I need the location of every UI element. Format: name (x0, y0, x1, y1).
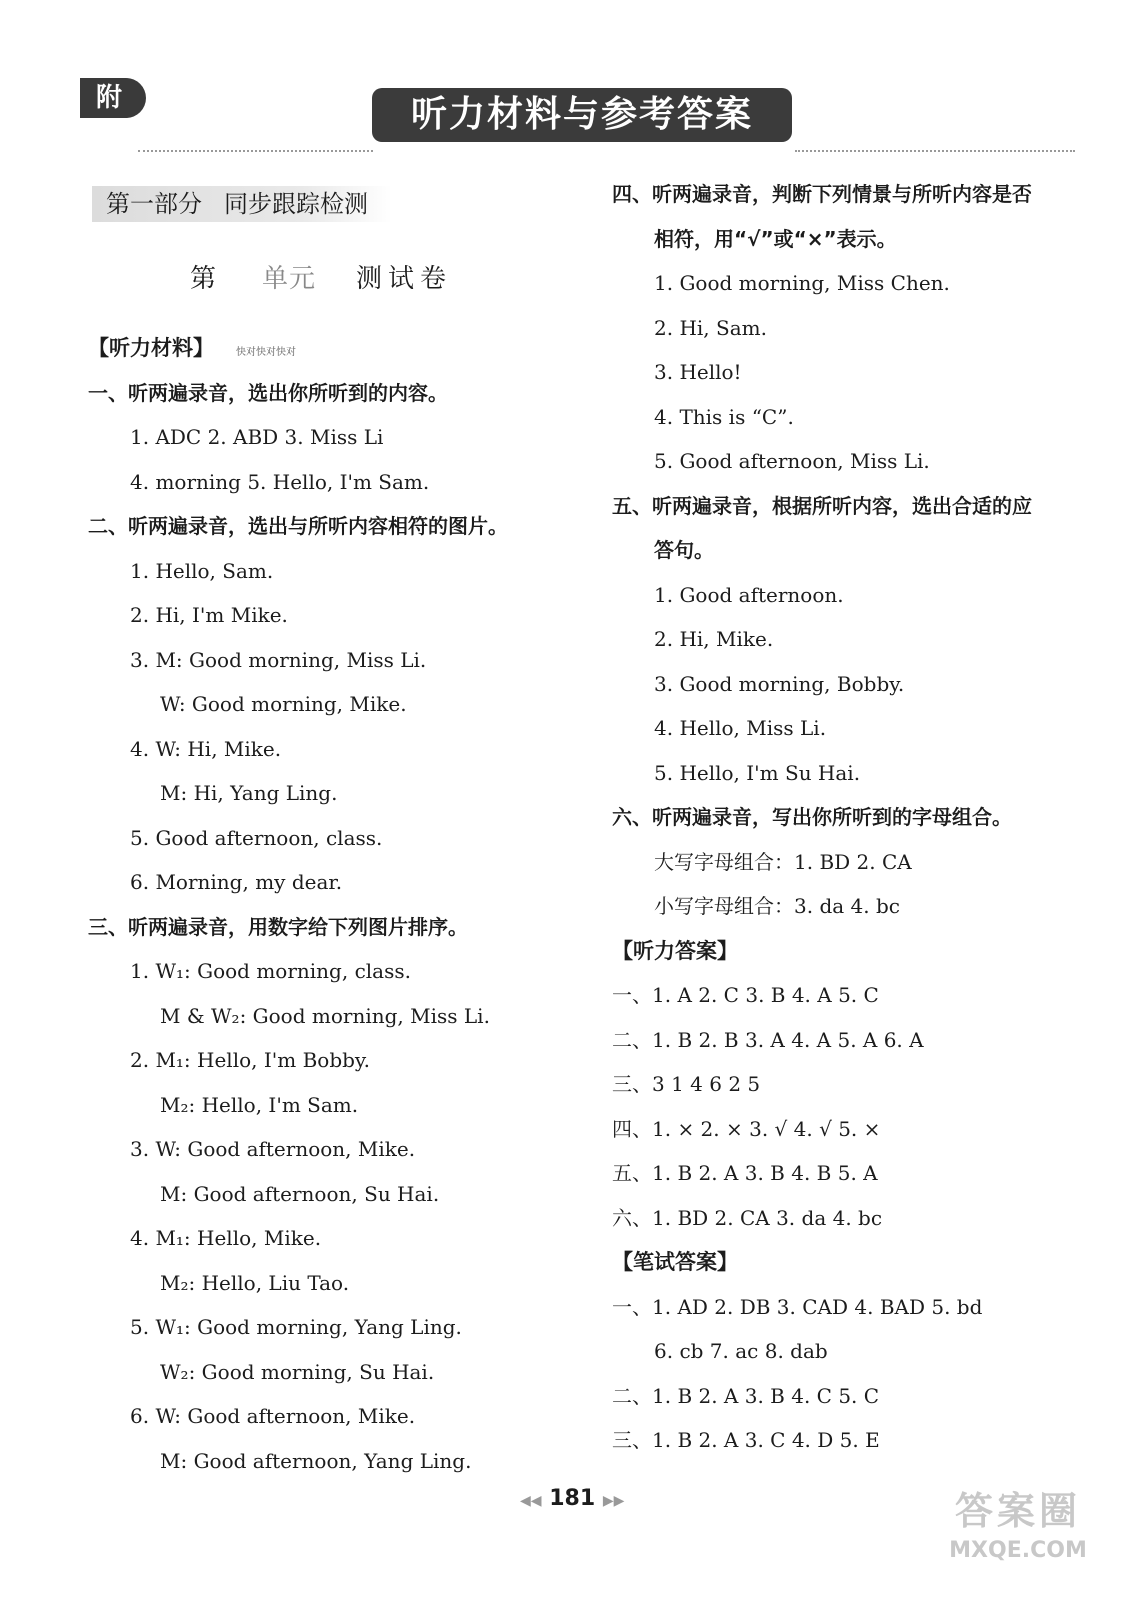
list-item: 3. Good morning, Bobby. (654, 671, 905, 696)
list-item: 2. Hi, Mike. (654, 627, 774, 651)
section-heading: 六、听两遍录音，写出你所听到的字母组合。 (612, 805, 1012, 829)
list-item: 小写字母组合：3. da 4. bc (654, 894, 900, 918)
dialogue-line: M: Hi, Yang Ling. (160, 781, 338, 805)
dialogue-line: M₂: Hello, I'm Sam. (160, 1092, 359, 1117)
answer-row: 三、3 1 4 6 2 5 (612, 1072, 761, 1096)
list-item: 1. Hello, Sam. (130, 558, 274, 583)
divider-left (138, 150, 373, 152)
appendix-tab: 附 (80, 78, 146, 118)
part-label (92, 186, 392, 222)
answer-row: 三、1. B 2. A 3. C 4. D 5. E (612, 1428, 880, 1452)
answer-row: 六、1. BD 2. CA 3. da 4. bc (612, 1205, 883, 1230)
list-item: 1. W₁: Good morning, class. (130, 959, 411, 983)
materials-heading-row (88, 326, 568, 371)
dialogue-line: W₂: Good morning, Su Hai. (160, 1359, 435, 1384)
unit-heading-suffix: 测试卷 (356, 264, 453, 294)
list-item: 3. W: Good afternoon, Mike. (130, 1137, 416, 1161)
list-item: 3. Hello! (654, 360, 742, 384)
list-item: 4. This is “C”. (654, 404, 794, 429)
list-item: 5. Good afternoon, Miss Li. (654, 449, 930, 473)
materials-heading: 【听力材料】 (88, 336, 214, 360)
answer-row: 二、1. B 2. A 3. B 4. C 5. C (612, 1383, 880, 1408)
list-item: 大写字母组合：1. BD 2. CA (654, 849, 912, 874)
watermark (928, 1486, 1108, 1576)
dialogue-line: W: Good morning, Mike. (160, 692, 407, 716)
prev-arrow-icon: ◀◀ (520, 1493, 542, 1509)
section-heading: 五、听两遍录音，根据所听内容，选出合适的应 (612, 493, 1032, 518)
list-item: 2. M₁: Hello, I'm Bobby. (130, 1048, 370, 1072)
answer-row: 五、1. B 2. A 3. B 4. B 5. A (612, 1161, 878, 1185)
right-lines (612, 172, 1092, 1463)
left-lines (88, 371, 568, 1484)
list-item: 4. morning 5. Hello, I'm Sam. (130, 469, 430, 494)
section-heading-continued: 答句。 (654, 538, 714, 562)
materials-note: 快对快对快对 (236, 347, 296, 358)
list-item: 6. W: Good afternoon, Mike. (130, 1404, 416, 1428)
list-item: 3. M: Good morning, Miss Li. (130, 647, 427, 672)
watermark-logo: 答案圈 (954, 1489, 1081, 1533)
list-item: 1. Good morning, Miss Chen. (654, 271, 950, 295)
list-item: 1. ADC 2. ABD 3. Miss Li (130, 425, 384, 449)
page-footer (520, 1486, 624, 1511)
section-heading: 三、听两遍录音，用数字给下列图片排序。 (88, 914, 468, 939)
dialogue-line: M: Good afternoon, Yang Ling. (160, 1448, 472, 1473)
unit-heading-faded: 单元 (262, 264, 317, 294)
page-number: 181 (549, 1486, 596, 1511)
list-item: 2. Hi, I'm Mike. (130, 603, 288, 627)
list-item: 6. cb 7. ac 8. dab (654, 1339, 828, 1363)
left-column (88, 326, 568, 1483)
answer-row: 一、1. A 2. C 3. B 4. A 5. C (612, 983, 879, 1007)
list-item: 5. W₁: Good morning, Yang Ling. (130, 1315, 462, 1339)
list-item: 4. W: Hi, Mike. (130, 736, 282, 761)
right-column (612, 172, 1092, 1463)
list-item: 6. Morning, my dear. (130, 870, 343, 894)
answer-row: 四、1. × 2. × 3. √ 4. √ 5. × (612, 1116, 881, 1141)
answers-heading: 【听力答案】 (612, 938, 738, 963)
section-heading-continued: 相符，用“√”或“×”表示。 (654, 226, 897, 251)
list-item: 5. Hello, I'm Su Hai. (654, 760, 861, 785)
section-heading: 二、听两遍录音，选出与所听内容相符的图片。 (88, 514, 508, 538)
part-name: 同步跟踪检测 (224, 190, 368, 218)
unit-heading (190, 258, 452, 295)
dialogue-line: M & W₂: Good morning, Miss Li. (160, 1003, 490, 1028)
next-arrow-icon: ▶▶ (602, 1493, 625, 1509)
answers-heading: 【笔试答案】 (612, 1250, 738, 1274)
list-item: 5. Good afternoon, class. (130, 825, 383, 850)
part-number: 第一部分 (106, 190, 202, 218)
watermark-url: MXQE.COM (949, 1538, 1087, 1563)
list-item: 1. Good afternoon. (654, 582, 844, 607)
dialogue-line: M₂: Hello, Liu Tao. (160, 1270, 350, 1295)
list-item: 2. Hi, Sam. (654, 315, 767, 340)
list-item: 4. Hello, Miss Li. (654, 716, 827, 740)
unit-heading-prefix: 第 (190, 264, 223, 294)
section-heading: 一、听两遍录音，选出你所听到的内容。 (88, 380, 448, 405)
answer-row: 二、1. B 2. B 3. A 4. A 5. A 6. A (612, 1027, 924, 1052)
page-title: 听力材料与参考答案 (372, 88, 792, 142)
answer-row: 一、1. AD 2. DB 3. CAD 4. BAD 5. bd (612, 1294, 983, 1319)
list-item: 4. M₁: Hello, Mike. (130, 1226, 322, 1250)
dialogue-line: M: Good afternoon, Su Hai. (160, 1181, 440, 1206)
divider-right (795, 150, 1075, 152)
section-heading: 四、听两遍录音，判断下列情景与所听内容是否 (612, 182, 1032, 206)
